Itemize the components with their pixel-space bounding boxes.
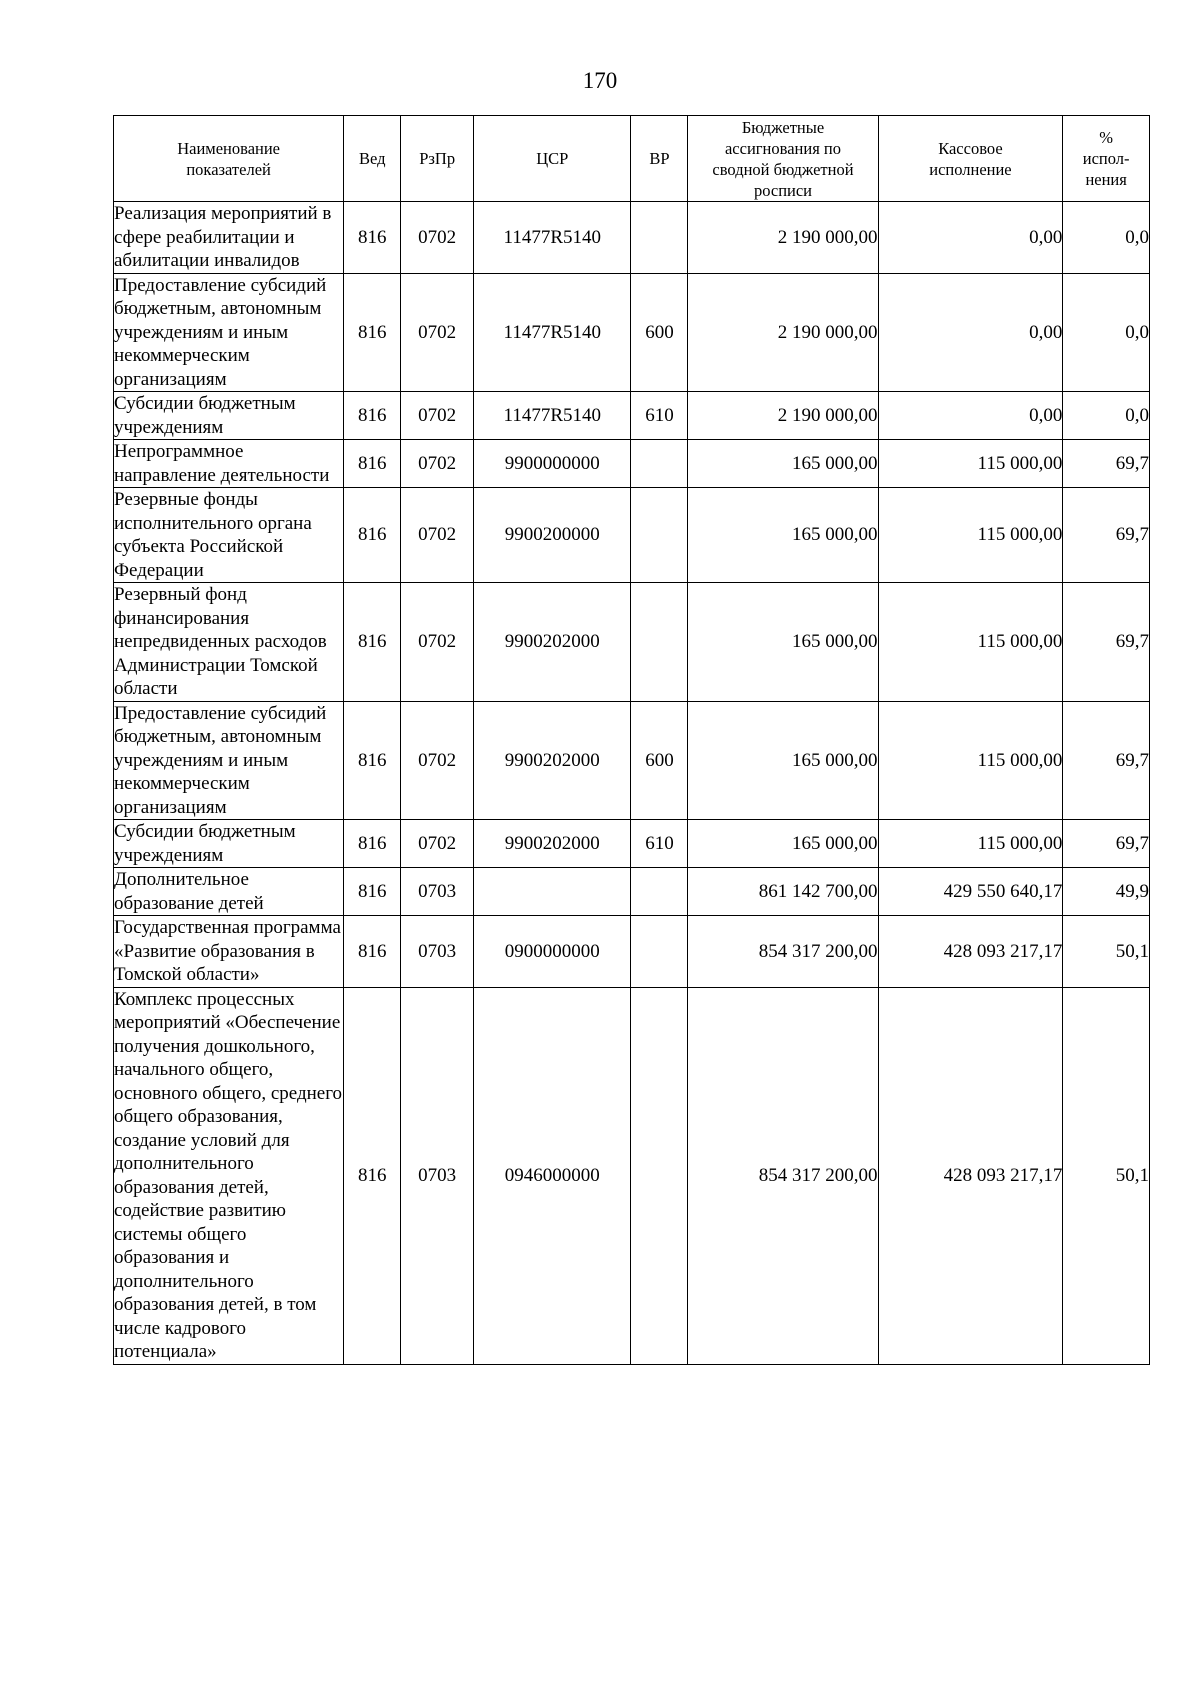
cell-assignments: 165 000,00 [688,440,878,488]
cell-rzpr: 0702 [401,392,474,440]
cell-cash: 428 093 217,17 [878,987,1063,1364]
cell-name: Субсидии бюджетным учреждениям [114,820,344,868]
table-header [114,116,1150,202]
cell-percent: 69,7 [1063,488,1150,583]
cell-ved: 816 [344,987,401,1364]
cell-vr [631,202,688,274]
header-rzpr: РзПр [401,116,474,202]
cell-assignments: 2 190 000,00 [688,202,878,274]
cell-cash: 115 000,00 [878,820,1063,868]
page-number: 170 [582,68,618,93]
cell-assignments: 2 190 000,00 [688,392,878,440]
cell-assignments: 165 000,00 [688,701,878,820]
cell-cash: 429 550 640,17 [878,868,1063,916]
cell-percent: 0,0 [1063,202,1150,274]
cell-rzpr: 0703 [401,916,474,988]
cell-name: Предоставление субсидий бюджетным, автономным учреждениям и иным некоммерческим организациям [114,273,344,392]
cell-name: Предоставление субсидий бюджетным, автономным учреждениям и иным некоммерческим организациям [114,701,344,820]
header-cash-execution: Кассовое исполнение [878,116,1063,202]
table-row [114,488,1150,583]
table-body [114,202,1150,1365]
cell-ved: 816 [344,202,401,274]
cell-cash: 0,00 [878,273,1063,392]
cell-assignments: 854 317 200,00 [688,987,878,1364]
cell-assignments: 854 317 200,00 [688,916,878,988]
cell-rzpr: 0702 [401,273,474,392]
cell-rzpr: 0703 [401,987,474,1364]
cell-ved: 816 [344,440,401,488]
table-row [114,987,1150,1364]
cell-ved: 816 [344,820,401,868]
cell-ved: 816 [344,701,401,820]
cell-name: Реализация мероприятий в сфере реабилитации и абилитации инвалидов [114,202,344,274]
cell-csr [474,868,631,916]
cell-assignments: 165 000,00 [688,488,878,583]
cell-name: Комплекс процессных мероприятий «Обеспечение получения дошкольного, начального общего, основного общего, среднего общего образования, создание условий для дополнительного образования детей, содействие развитию системы общего образования и дополнительного образования детей, в том числе кадрового потенциала» [114,988,343,1362]
cell-vr [631,583,688,702]
cell-name: Дополнительное образование детей [114,868,344,916]
cell-rzpr: 0702 [401,583,474,702]
cell-vr: 610 [631,820,688,868]
cell-csr: 9900000000 [474,440,631,488]
table-row [114,392,1150,440]
table-row [114,583,1150,702]
cell-cash: 115 000,00 [878,701,1063,820]
cell-rzpr: 0702 [401,701,474,820]
cell-vr [631,916,688,988]
table-row [114,202,1150,274]
cell-csr: 11477R5140 [474,392,631,440]
cell-name: Субсидии бюджетным учреждениям [114,392,344,440]
cell-rzpr: 0702 [401,440,474,488]
budget-execution-table [113,115,1150,1365]
table-row [114,701,1150,820]
table-row [114,440,1150,488]
cell-vr [631,868,688,916]
cell-ved: 816 [344,916,401,988]
cell-csr: 0900000000 [474,916,631,988]
cell-percent: 49,9 [1063,868,1150,916]
cell-ved: 816 [344,273,401,392]
cell-percent: 50,1 [1063,916,1150,988]
cell-vr [631,488,688,583]
cell-ved: 816 [344,868,401,916]
header-ved: Вед [344,116,401,202]
cell-ved: 816 [344,583,401,702]
cell-rzpr: 0702 [401,488,474,583]
cell-assignments: 2 190 000,00 [688,273,878,392]
cell-cash: 115 000,00 [878,583,1063,702]
header-csr: ЦСР [474,116,631,202]
cell-cash: 428 093 217,17 [878,916,1063,988]
table-row [114,916,1150,988]
cell-csr: 9900200000 [474,488,631,583]
cell-cash: 0,00 [878,202,1063,274]
cell-percent: 69,7 [1063,583,1150,702]
cell-csr: 0946000000 [474,987,631,1364]
cell-vr [631,987,688,1364]
cell-percent: 69,7 [1063,440,1150,488]
cell-cash: 115 000,00 [878,440,1063,488]
cell-vr: 610 [631,392,688,440]
cell-csr: 11477R5140 [474,202,631,274]
cell-percent: 69,7 [1063,820,1150,868]
cell-cash: 115 000,00 [878,488,1063,583]
cell-ved: 816 [344,488,401,583]
cell-rzpr: 0703 [401,868,474,916]
cell-assignments: 861 142 700,00 [688,868,878,916]
cell-assignments: 165 000,00 [688,583,878,702]
cell-csr: 9900202000 [474,583,631,702]
cell-assignments: 165 000,00 [688,820,878,868]
cell-percent: 0,0 [1063,392,1150,440]
cell-name: Резервный фонд финансирования непредвиденных расходов Администрации Томской области [114,583,344,702]
cell-vr: 600 [631,701,688,820]
table-row [114,868,1150,916]
header-vr: ВР [631,116,688,202]
cell-cash: 0,00 [878,392,1063,440]
cell-csr: 11477R5140 [474,273,631,392]
cell-rzpr: 0702 [401,820,474,868]
cell-percent: 69,7 [1063,701,1150,820]
header-percent-execution: % испол-нения [1063,116,1150,202]
cell-percent: 0,0 [1063,273,1150,392]
cell-csr: 9900202000 [474,701,631,820]
cell-name: Государственная программа «Развитие образования в Томской области» [114,916,344,988]
cell-name: Непрограммное направление деятельности [114,440,344,488]
cell-vr [631,440,688,488]
header-assignments: Бюджетные ассигнования по сводной бюджетной росписи [688,116,878,202]
table-row [114,273,1150,392]
cell-vr: 600 [631,273,688,392]
cell-ved: 816 [344,392,401,440]
cell-rzpr: 0702 [401,202,474,274]
cell-percent: 50,1 [1063,987,1150,1364]
header-row [114,116,1150,202]
cell-csr: 9900202000 [474,820,631,868]
header-name: Наименование показателей [114,116,344,202]
cell-name: Резервные фонды исполнительного органа субъекта Российской Федерации [114,488,344,583]
table-row [114,820,1150,868]
